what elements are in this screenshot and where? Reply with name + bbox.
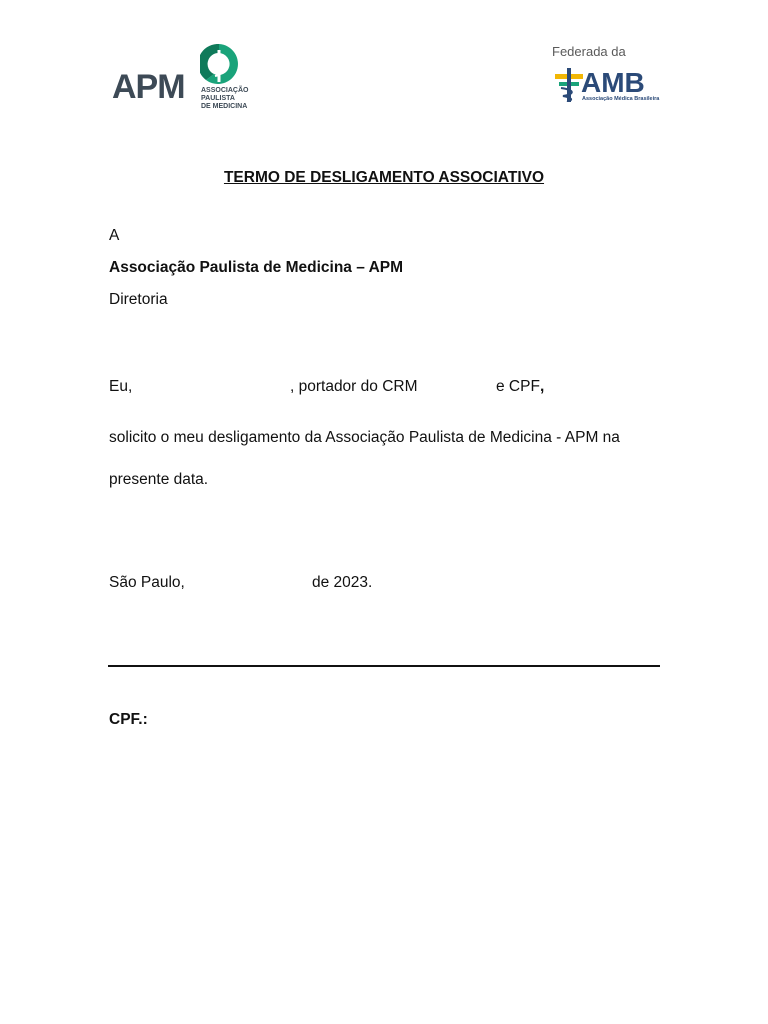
apm-logo-text: APM <box>112 68 185 106</box>
apm-subtitle-line1: ASSOCIAÇÃO PAULISTA <box>201 87 249 102</box>
recipient-org: Associação Paulista de Medicina – APM <box>109 259 404 276</box>
place-label: São Paulo, <box>109 574 185 591</box>
amb-logo <box>550 44 660 106</box>
amb-logo-text: AMB <box>581 67 645 98</box>
cpf-label: CPF.: <box>109 711 148 728</box>
caduceus-icon <box>200 44 238 84</box>
cpf-inline-label <box>496 377 544 397</box>
apm-subtitle-line2: DE MEDICINA <box>201 103 248 110</box>
federada-label: Federada da <box>552 44 626 59</box>
eu-label: Eu, <box>109 378 133 395</box>
apm-logo-subtitle <box>201 87 272 111</box>
cpf-inline-comma: , <box>539 378 545 395</box>
apm-logo <box>112 44 272 110</box>
signature-line <box>108 665 660 667</box>
amb-caduceus-icon <box>555 68 583 102</box>
portador-crm-label: , portador do CRM <box>290 378 418 395</box>
body-line-2: presente data. <box>109 471 209 488</box>
cpf-inline-text: e CPF <box>496 378 540 395</box>
document-title: TERMO DE DESLIGAMENTO ASSOCIATIVO <box>223 169 545 186</box>
recipient-prefix: A <box>109 227 120 244</box>
amb-logo-subtitle: Associação Médica Brasileira <box>582 96 660 102</box>
recipient-dept: Diretoria <box>109 291 168 308</box>
body-line-1: solicito o meu desligamento da Associação Paulista de Medicina - APM na <box>109 429 620 446</box>
year-label: de 2023. <box>312 574 373 591</box>
